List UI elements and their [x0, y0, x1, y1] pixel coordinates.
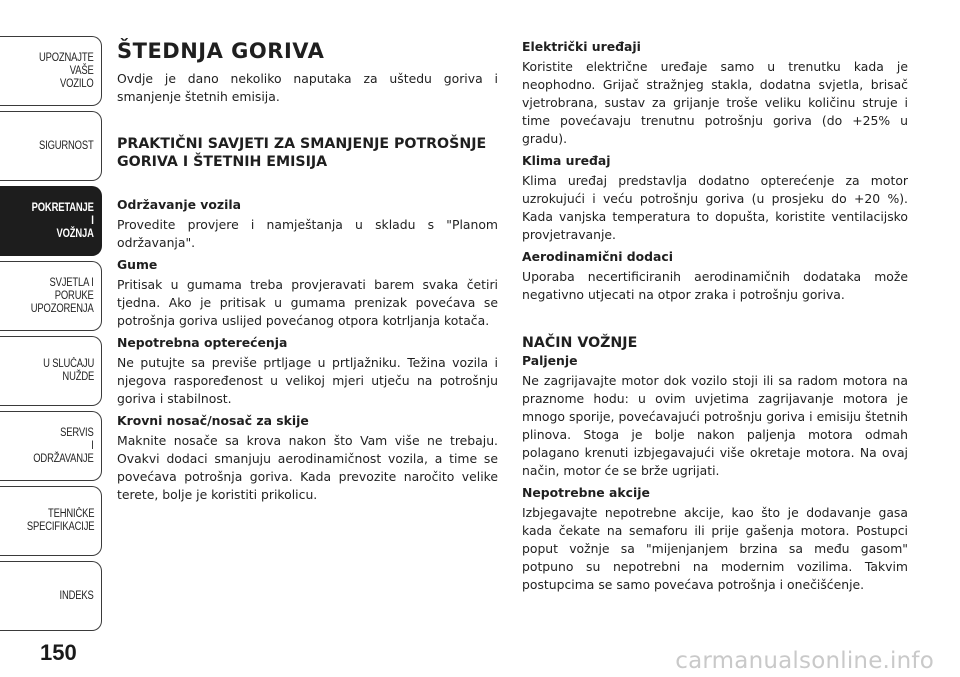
- page-title: ŠTEDNJA GORIVA: [117, 39, 325, 63]
- paragraph-aerodinamicni-dodaci: Uporaba necertificiranih aerodinamičnih dodataka može negativno utjecati na otpor zraka i potrošnju goriva.: [522, 269, 908, 302]
- spacer: [117, 110, 498, 135]
- tab-indeks[interactable]: [0, 561, 102, 631]
- paragraph-nepotrebne-akcije: Izbjegavajte nepotrebne akcije, kao što je dodavanje gasa kada čekate na semaforu ili prije gašenja motora. Postupci poput vožnje sa "mijenjanjem brzina sa među gasom" potpuno su nepotrebni na modernim vozilima. Takvim postupcima se samo povećava potrošnja i onečišćenje.: [522, 505, 908, 592]
- tab-box: [0, 411, 102, 481]
- tab-label: U SLUČAJU NUŽDE: [43, 358, 94, 383]
- tab-label: UPOZNAJTE VAŠE VOZILO: [39, 51, 94, 90]
- page-number: 150: [40, 640, 77, 665]
- subheading-nepotrebne-akcije: Nepotrebne akcije: [522, 485, 650, 500]
- spacer: [117, 171, 498, 196]
- tab-box: [0, 486, 102, 556]
- tab-pokretanje-i-voznja[interactable]: [0, 186, 102, 256]
- tab-label: SIGURNOST: [39, 139, 94, 152]
- tab-box: [0, 111, 102, 181]
- subheading-klima-uredaj: Klima uređaj: [522, 153, 611, 168]
- paragraph-elektricki-uredaji: Koristite električne uređaje samo u trenutku kada je neophodno. Grijač stražnjeg stakla, dodatna svjetla, brisač vjetrobrana, sustav za grijanje troše veliku količinu struje i time povećavaju trenutnu potrošnju goriva (do +25% u gradu).: [522, 59, 908, 146]
- watermark: carmanualsonline.info: [675, 648, 934, 674]
- tab-box: [0, 36, 102, 106]
- tab-label: TEHNIČKE SPECIFIKACIJE: [26, 508, 94, 533]
- subheading-elektricki-uredaji: Električki uređaji: [522, 39, 641, 54]
- paragraph-krovni-nosac: Maknite nosače sa krova nakon što Vam više ne trebaju. Ovakvi dodaci smanjuju aerodinamičnost vozila, a time se povećava potrošnja goriva. Kada prevozite naročito velike terete, bolje je koristiti prikolicu.: [117, 433, 498, 502]
- paragraph-klima-uredaj: Klima uređaj predstavlja dodatno opterećenje za motor uzrokujući i veću potrošnju goriva (u prosjeku do +20 %). Kada vanjska temperatura to dopušta, koristite ventilacijsko provjetravanje.: [522, 173, 908, 242]
- subheading-krovni-nosac: Krovni nosač/nosač za skije: [117, 413, 309, 428]
- subheading-gume: Gume: [117, 257, 158, 272]
- tab-servis-i-odrzavanje[interactable]: [0, 411, 102, 481]
- tab-upoznajte-vase-vozilo[interactable]: [0, 36, 102, 106]
- intro-paragraph: Ovdje je dano nekoliko naputaka za uštedu goriva i smanjenje štetnih emisija.: [117, 71, 498, 104]
- tab-label: SVJETLA I PORUKE UPOZORENJA: [31, 276, 94, 315]
- subheading-aerodinamicni-dodaci: Aerodinamični dodaci: [522, 249, 674, 264]
- tab-u-slucaju-nuzde[interactable]: [0, 336, 102, 406]
- tab-box-active: [0, 186, 102, 256]
- subheading-odrzavanje-vozila: Održavanje vozila: [117, 197, 241, 212]
- paragraph-odrzavanje-vozila: Provedite provjere i namještanja u skladu s "Planom održavanja".: [117, 217, 498, 250]
- section-heading-nacin-voznje: NAČIN VOŽNJE: [522, 335, 638, 351]
- subheading-paljenje: Paljenje: [522, 353, 578, 368]
- spacer: [522, 308, 908, 334]
- section-heading-prakticni-savjeti: PRAKTIČNI SAVJETI ZA SMANJENJE POTROŠNJE GORIVA I ŠTETNIH EMISIJA: [117, 136, 487, 170]
- paragraph-paljenje: Ne zagrijavajte motor dok vozilo stoji ili sa radom motora na praznome hodu: u ovim uvjetima zagrijavanje motora je mnogo sporije, povećavajući potrošnju goriva i emisiju štetnih plinova. Stoga je bolje nakon paljenja motora odmah polagano krenuti izbjegavajući više okretaje motora. Na ovaj način, motor će se brže ugrijati.: [522, 373, 908, 478]
- tab-label: SERVIS I ODRŽAVANJE: [33, 426, 94, 465]
- tab-box: [0, 561, 102, 631]
- right-column: [522, 38, 908, 598]
- tab-tehnicke-specifikacije[interactable]: [0, 486, 102, 556]
- tab-label: INDEKS: [59, 589, 94, 602]
- tab-box: [0, 261, 102, 331]
- tab-box: [0, 336, 102, 406]
- tab-sigurnost[interactable]: [0, 111, 102, 181]
- subheading-nepotrebna-opterecenja: Nepotrebna opterećenja: [117, 335, 288, 350]
- left-column: [117, 38, 498, 508]
- tab-svjetla-i-poruke-upozorenja[interactable]: [0, 261, 102, 331]
- paragraph-nepotrebna-opterecenja: Ne putujte sa previše prtljage u prtljažniku. Težina vozila i njegova raspoređenost u velikoj mjeri utječu na potrošnju goriva i stabilnost.: [117, 355, 498, 406]
- paragraph-gume: Pritisak u gumama treba provjeravati barem svaka četiri tjedna. Ako je pritisak u gumama prenizak povećava se potrošnja goriva uslijed povećanog otpora kotrljanja kotača.: [117, 277, 498, 328]
- tab-label: POKRETANJE I VOŽNJA: [31, 201, 94, 240]
